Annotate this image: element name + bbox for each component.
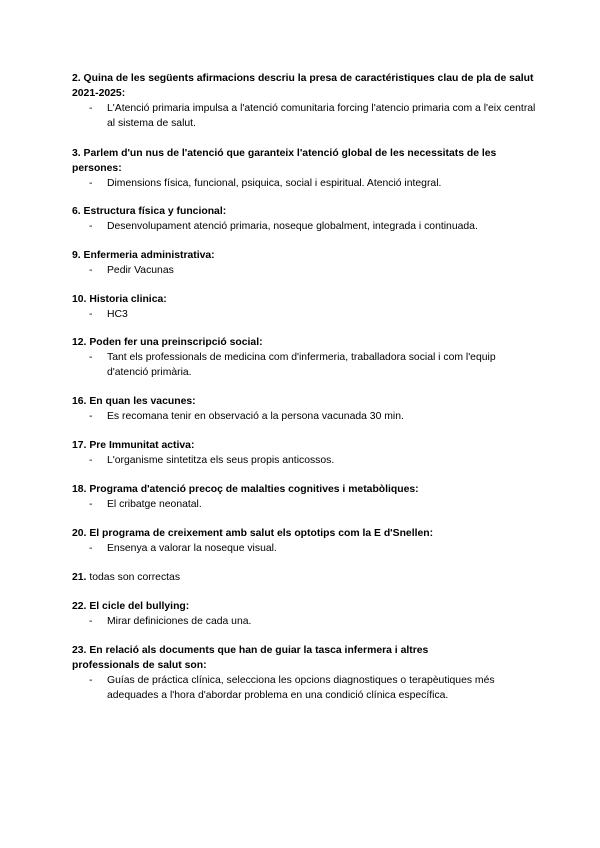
answer-item <box>72 350 538 380</box>
answer-item <box>72 541 538 556</box>
answer-item <box>72 307 538 322</box>
question-23-answer <box>72 673 538 703</box>
bullet-dash: - <box>89 543 93 554</box>
question-9 <box>72 248 538 278</box>
question-17 <box>72 438 538 468</box>
question-23 <box>72 643 462 673</box>
question-text: todas son correctas <box>89 572 181 583</box>
bullet-dash: - <box>89 309 93 320</box>
question-title: 23. En relació als documents que han de guiar la tasca infermera i altres professionals de salut son: <box>72 645 429 671</box>
question-12 <box>72 335 538 380</box>
answer-text: Pedir Vacunas <box>107 265 174 276</box>
question-title: 18. Programa d'atenció precoç de malalties cognitives i metabòliques: <box>72 484 419 495</box>
question-10 <box>72 292 538 322</box>
question-title: 2. Quina de les següents afirmacions descriu la presa de caractéristiques clau de pla de salut 2021-2025: <box>72 73 534 99</box>
answer-text: El cribatge neonatal. <box>107 499 202 510</box>
question-6 <box>72 204 538 234</box>
question-16 <box>72 394 538 424</box>
question-18 <box>72 482 538 512</box>
question-title: 12. Poden fer una preinscripció social: <box>72 337 263 348</box>
answer-item <box>72 263 538 278</box>
bullet-dash: - <box>89 411 93 422</box>
answer-text: HC3 <box>107 309 128 320</box>
bullet-dash: - <box>89 178 93 189</box>
bullet-dash: - <box>89 675 93 686</box>
bullet-dash: - <box>89 221 93 232</box>
answer-text: L'organisme sintetitza els seus propis anticossos. <box>107 455 335 466</box>
question-title: 6. Estructura física y funcional: <box>72 206 227 217</box>
answer-text: Dimensions física, funcional, psiquica, social i espiritual. Atenció integral. <box>107 178 442 189</box>
answer-item <box>72 614 538 629</box>
question-title: 17. Pre Immunitat activa: <box>72 440 195 451</box>
question-title: 10. Historia clinica: <box>72 294 167 305</box>
question-title: 3. Parlem d'un nus de l'atenció que garanteix l'atenció global de les necessitats de les persones: <box>72 148 497 174</box>
question-2 <box>72 71 538 131</box>
bullet-dash: - <box>89 265 93 276</box>
question-20 <box>72 526 538 556</box>
question-title: 22. El cicle del bullying: <box>72 601 190 612</box>
bullet-dash: - <box>89 352 93 363</box>
question-3 <box>72 146 538 191</box>
answer-text: Es recomana tenir en observació a la persona vacunada 30 min. <box>107 411 404 422</box>
answer-item <box>72 409 538 424</box>
bullet-dash: - <box>89 455 93 466</box>
question-title: 16. En quan les vacunes: <box>72 396 196 407</box>
answer-text: Guías de práctica clínica, selecciona les opcions diagnostiques o terapèutiques més adequades a l'hora d'abordar problema en una condició clínica específica. <box>107 675 495 701</box>
question-21 <box>72 570 538 585</box>
bullet-dash: - <box>89 616 93 627</box>
question-title: 9. Enfermeria administrativa: <box>72 250 215 261</box>
answer-item <box>72 176 538 191</box>
answer-text: Tant els professionals de medicina com d'infermeria, traballadora social i com l'equip d'atenció primària. <box>107 352 496 378</box>
answer-item <box>72 101 538 131</box>
question-22 <box>72 599 538 629</box>
answer-text: Mirar definiciones de cada una. <box>107 616 252 627</box>
answer-text: L'Atenció primaria impulsa a l'atenció comunitaria forcing l'atencio primaria com a l'eix central al sistema de salut. <box>107 103 536 129</box>
answer-text: Ensenya a valorar la noseque visual. <box>107 543 277 554</box>
answer-item <box>72 219 538 234</box>
question-number: 21. <box>72 572 87 583</box>
answer-item <box>72 673 538 703</box>
answer-item <box>72 497 538 512</box>
answer-item <box>72 453 538 468</box>
answer-text: Desenvolupament atenció primaria, noseque globalment, integrada i continuada. <box>107 221 478 232</box>
bullet-dash: - <box>89 499 93 510</box>
question-title: 20. El programa de creixement amb salut els optotips com la E d'Snellen: <box>72 528 434 539</box>
bullet-dash: - <box>89 103 93 114</box>
